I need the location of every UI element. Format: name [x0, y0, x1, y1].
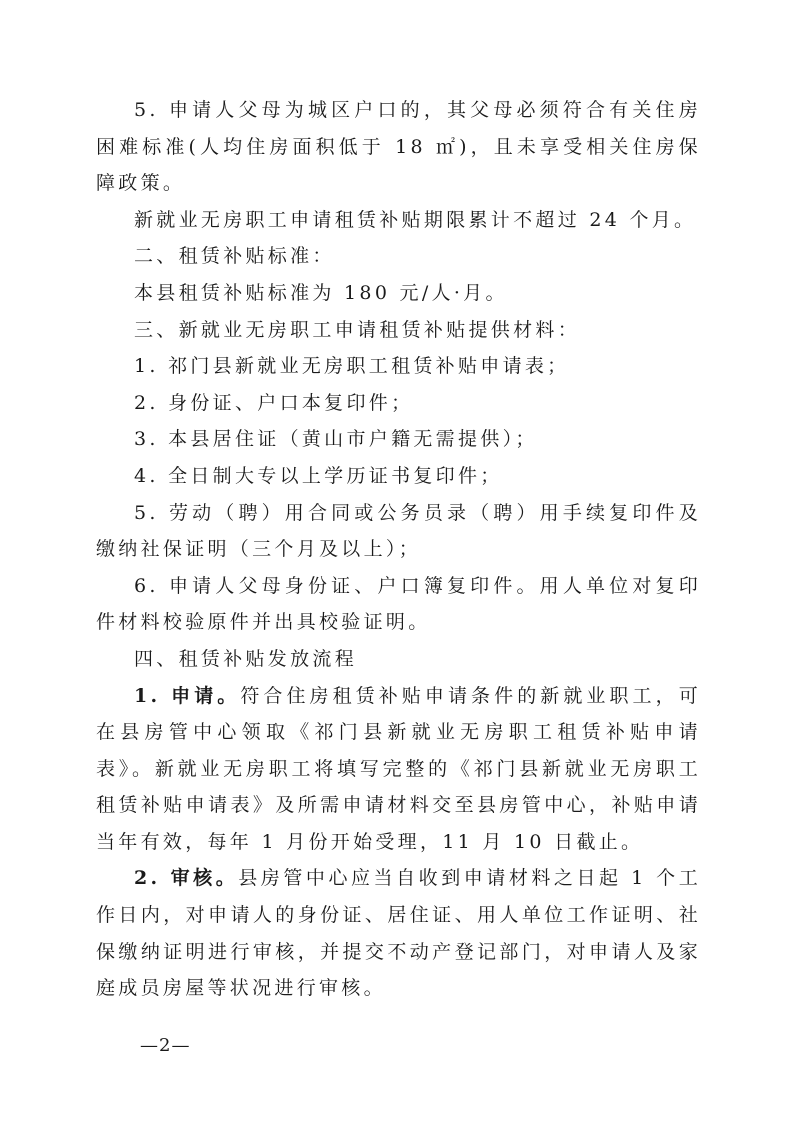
page-number: —2—: [140, 1035, 191, 1056]
paragraph-parent-requirement: 5. 申请人父母为城区户口的，其父母必须符合有关住房困难标准(人均住房面积低于 18 ㎡)，且未享受相关住房保障政策。: [96, 99, 701, 195]
section-heading-subsidy-standard: 二、租赁补贴标准：: [134, 245, 335, 268]
process-step-review-label: 2. 审核。: [134, 867, 239, 890]
process-step-apply-label: 1. 申请。: [134, 684, 241, 707]
list-item-material-3: 3. 本县居住证（黄山市户籍无需提供）；: [134, 428, 538, 451]
list-item-material-2: 2. 身份证、户口本复印件；: [134, 391, 414, 414]
paragraph-process-apply: [96, 678, 701, 861]
paragraph-subsidy-duration: 新就业无房职工申请租赁补贴期限累计不超过 24 个月。: [134, 208, 697, 231]
paragraph-subsidy-standard: 本县租赁补贴标准为 180 元/人·月。: [134, 281, 508, 304]
list-item-material-4: 4. 全日制大专以上学历证书复印件；: [134, 464, 503, 487]
process-step-review-text: 县房管中心应当自收到申请材料之日起 1 个工作日内，对申请人的身份证、居住证、用人单位工作证明、社保缴纳证明进行审核，并提交不动产登记部门，对申请人及家庭成员房屋等状况进行审核。: [96, 867, 701, 1000]
list-item-material-1: 1. 祁门县新就业无房职工租赁补贴申请表；: [134, 355, 570, 378]
list-item-material-5: 5. 劳动（聘）用合同或公务员录（聘）用手续复印件及缴纳社保证明（三个月及以上）；: [96, 501, 701, 561]
section-heading-process: 四、租赁补贴发放流程: [134, 647, 358, 670]
process-step-apply-text: 符合住房租赁补贴申请条件的新就业职工，可在县房管中心领取《祁门县新就业无房职工租赁补贴申请表》。新就业无房职工将填写完整的《祁门县新就业无房职工租赁补贴申请表》及所需申请材料交至县房管中心，补贴申请当年有效，每年 1 月份开始受理，11 月 10 日截止。: [96, 684, 701, 853]
list-item-material-6: 6. 申请人父母身份证、户口簿复印件。用人单位对复印件材料校验原件并出具校验证明。: [96, 574, 701, 634]
section-heading-materials: 三、新就业无房职工申请租赁补贴提供材料：: [134, 318, 581, 341]
paragraph-process-review: [96, 860, 701, 1006]
